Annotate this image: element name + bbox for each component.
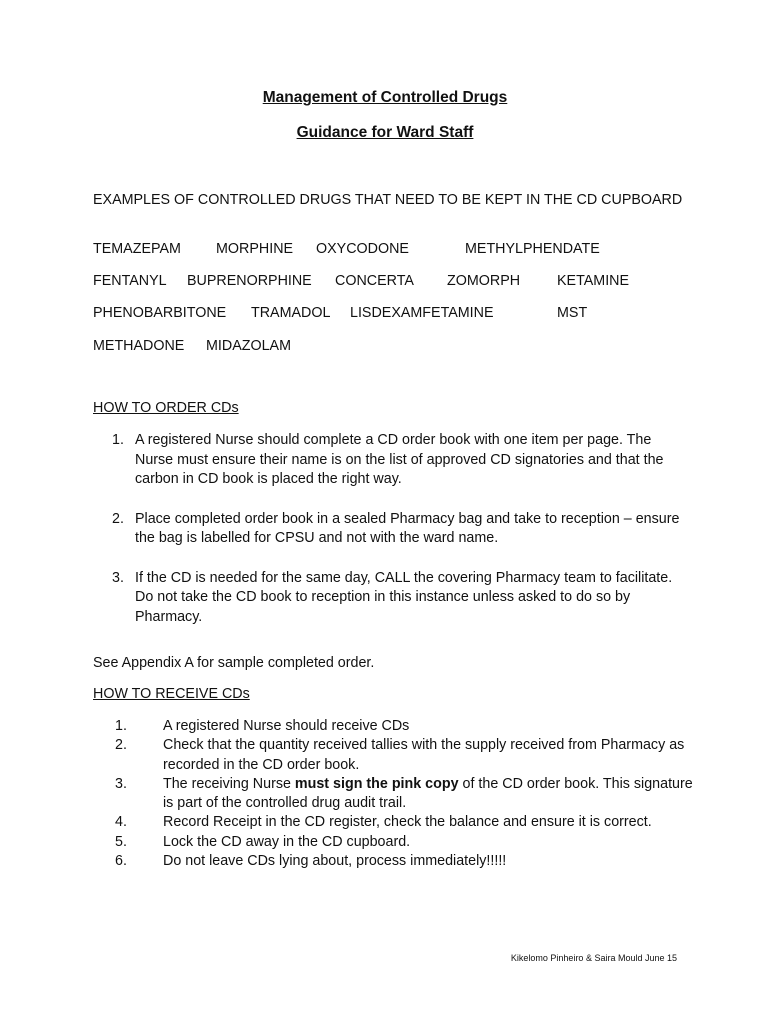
drug-item: ZOMORPH <box>447 273 521 289</box>
step-text: Lock the CD away in the CD cupboard. <box>163 833 411 850</box>
drug-item: OXYCODONE <box>316 241 409 257</box>
drug-item: BUPRENORPHINE <box>187 273 312 289</box>
drug-item: PHENOBARBITONE <box>93 305 227 321</box>
examples-heading: EXAMPLES OF CONTROLLED DRUGS THAT NEED TO BE KEPT IN THE CD CUPBOARD <box>93 192 683 208</box>
order-step <box>93 510 693 549</box>
step-text: If the CD is needed for the same day, CALL the covering Pharmacy team to facilitate. Do not take the CD book to reception in this instance unless asked to do so by Pharmacy. <box>135 569 673 625</box>
step-number: 1. <box>115 718 127 734</box>
drug-item: METHADONE <box>93 338 185 354</box>
step-emphasis: must sign the pink copy <box>294 775 459 792</box>
receive-step <box>93 833 693 852</box>
step-number: 3. <box>115 775 127 792</box>
step-number: 1. <box>112 432 124 448</box>
step-text: Place completed order book in a sealed Pharmacy bag and take to reception – ensure the bag is labelled for CPSU and not with the ward name. <box>135 510 680 546</box>
receive-step <box>93 775 693 814</box>
drug-item: MST <box>557 305 588 321</box>
receive-step <box>93 852 693 871</box>
receive-step <box>93 813 693 832</box>
drug-item: FENTANYL <box>93 273 167 289</box>
step-number: 5. <box>115 833 127 850</box>
footer-credit: Kikelomo Pinheiro & Saira Mould June 15 <box>510 953 677 963</box>
step-text: A registered Nurse should receive CDs <box>163 718 410 734</box>
step-number: 4. <box>115 814 127 831</box>
drug-item: LISDEXAMFETAMINE <box>350 305 494 321</box>
step-text: Check that the quantity received tallies with the supply received from Pharmacy as recorded in the CD order book. <box>163 737 685 773</box>
step-text-after: of the CD order book. This signature is part of the controlled drug audit trail. <box>163 775 693 812</box>
document-title: Management of Controlled Drugs <box>262 89 508 106</box>
drug-item: TRAMADOL <box>251 305 331 321</box>
document-subtitle: Guidance for Ward Staff <box>296 124 474 141</box>
step-text-before: The receiving Nurse <box>163 775 295 792</box>
drug-item: MIDAZOLAM <box>206 338 291 354</box>
drug-item: METHYLPHENDATE <box>465 241 600 257</box>
order-step <box>93 431 693 490</box>
receive-step <box>93 736 693 775</box>
drug-item: CONCERTA <box>335 273 414 289</box>
receive-steps-list <box>93 717 693 871</box>
order-steps-list <box>93 431 693 647</box>
receive-step <box>93 717 693 736</box>
appendix-note: See Appendix A for sample completed order. <box>93 655 375 671</box>
step-text: A registered Nurse should complete a CD order book with one item per page. The Nurse must ensure their name is on the list of approved CD signatories and that the carbon in CD book is placed the right way. <box>135 432 664 487</box>
step-number: 3. <box>112 569 124 586</box>
drug-item: KETAMINE <box>557 273 630 289</box>
step-text: Record Receipt in the CD register, check the balance and ensure it is correct. <box>163 814 652 831</box>
step-number: 2. <box>112 510 124 527</box>
drug-item: MORPHINE <box>216 241 294 257</box>
step-number: 6. <box>115 853 127 870</box>
order-heading: HOW TO ORDER CDs <box>93 400 239 416</box>
drug-item: TEMAZEPAM <box>93 241 181 257</box>
receive-heading: HOW TO RECEIVE CDs <box>93 686 250 702</box>
step-number: 2. <box>115 737 127 754</box>
order-step <box>93 569 693 628</box>
step-text: Do not leave CDs lying about, process immediately!!!!! <box>163 853 507 870</box>
